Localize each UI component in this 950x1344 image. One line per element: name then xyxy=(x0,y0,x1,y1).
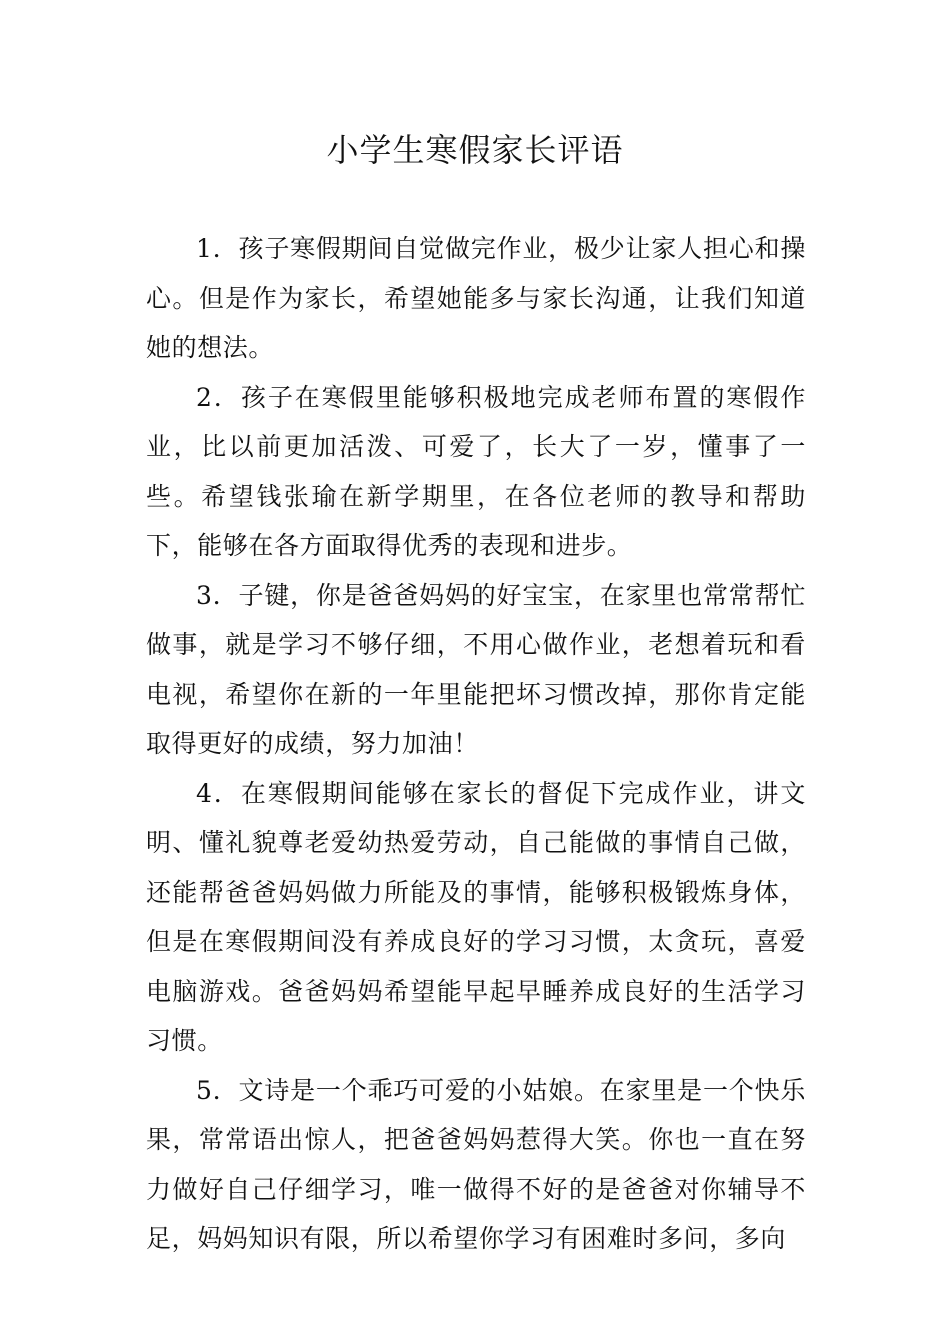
paragraph-3: 3．子键，你是爸爸妈妈的好宝宝，在家里也常常帮忙做事，就是学习不够仔细，不用心做作业，老想着玩和看电视，希望你在新的一年里能把坏习惯改掉，那你肯定能取得更好的成绩，努力加油！ xyxy=(146,580,806,758)
document-title: 小学生寒假家长评语 xyxy=(326,131,624,169)
paragraph-1: 1．孩子寒假期间自觉做完作业，极少让家人担心和操心。但是作为家长，希望她能多与家长沟通，让我们知道她的想法。 xyxy=(146,234,806,362)
paragraph-4: 4．在寒假期间能够在家长的督促下完成作业，讲文明、懂礼貌尊老爱幼热爱劳动，自己能做的事情自己做，还能帮爸爸妈妈做力所能及的事情，能够积极锻炼身体，但是在寒假期间没有养成良好的学习习惯，太贪玩，喜爱电脑游戏。爸爸妈妈希望能早起早睡养成良好的生活学习习惯。 xyxy=(146,778,806,1055)
paragraph-5: 5．文诗是一个乖巧可爱的小姑娘。在家里是一个快乐果，常常语出惊人，把爸爸妈妈惹得大笑。你也一直在努力做好自己仔细学习，唯一做得不好的是爸爸对你辅导不足，妈妈知识有限，所以希望你学习有困难时多问，多向 xyxy=(146,1075,806,1253)
paragraph-2: 2．孩子在寒假里能够积极地完成老师布置的寒假作业，比以前更加活泼、可爱了，长大了一岁，懂事了一些。希望钱张瑜在新学期里，在各位老师的教导和帮助下，能够在各方面取得优秀的表现和进步。 xyxy=(146,382,806,560)
document-body xyxy=(146,224,806,1264)
